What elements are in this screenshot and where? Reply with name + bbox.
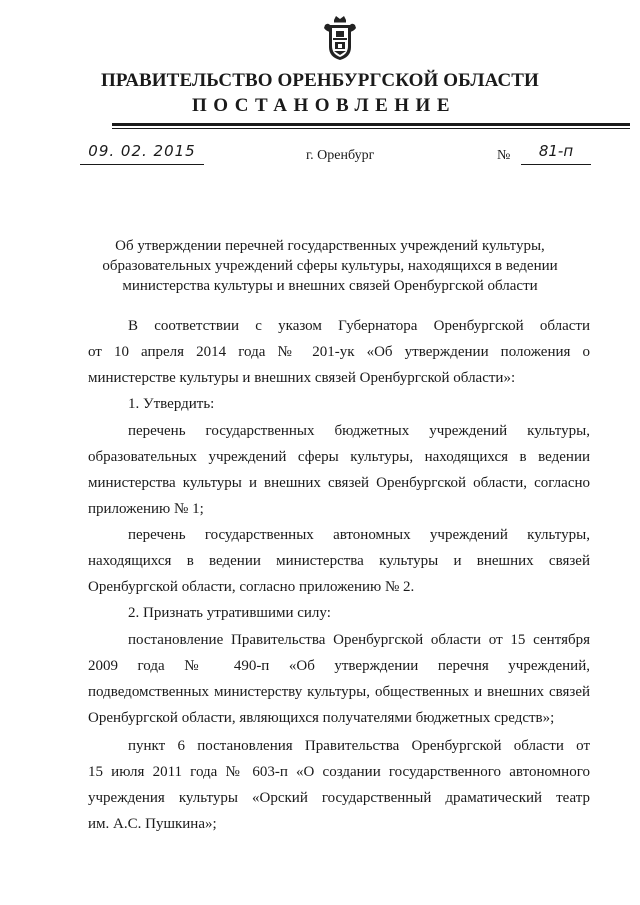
document-type: ПОСТАНОВЛЕНИЕ bbox=[191, 95, 457, 116]
government-title: ПРАВИТЕЛЬСТВО ОРЕНБУРГСКОЙ ОБЛАСТИ bbox=[101, 70, 539, 91]
body-line: находящихся в ведении министерства культуры и внешних связей bbox=[88, 553, 590, 569]
body-line: 2. Признать утратившими силу: bbox=[128, 605, 331, 621]
body-line: перечень государственных бюджетных учреждений культуры, bbox=[128, 423, 590, 439]
body-line: от 10 апреля 2014 года № 201-ук «Об утверждении положения о bbox=[88, 344, 590, 360]
header-divider bbox=[112, 123, 630, 126]
header-divider-thin bbox=[112, 128, 630, 129]
subject-line: образовательных учреждений сферы культуры, находящихся в ведении bbox=[102, 258, 558, 274]
body-line: учреждения культуры «Орский государственный драматический театр bbox=[88, 790, 590, 806]
document-city: г. Оренбург bbox=[306, 148, 375, 163]
document-subject bbox=[80, 236, 580, 296]
meta-row bbox=[0, 142, 640, 168]
body-line: В соответствии с указом Губернатора Оренбургской области bbox=[128, 318, 590, 334]
body-line: приложению № 1; bbox=[88, 501, 204, 517]
body-line: 15 июля 2011 года № 603-п «О создании государственного автономного bbox=[88, 764, 590, 780]
body-line: 1. Утвердить: bbox=[128, 396, 215, 412]
subject-line: министерства культуры и внешних связей Оренбургской области bbox=[122, 278, 538, 294]
body-line: перечень государственных автономных учреждений культуры, bbox=[128, 527, 590, 543]
body-line: образовательных учреждений сферы культуры, находящихся в ведении bbox=[88, 449, 590, 465]
coat-of-arms-icon bbox=[322, 14, 358, 62]
document-date: 09. 02. 2015 bbox=[80, 142, 204, 165]
body-line: пункт 6 постановления Правительства Оренбургской области от bbox=[128, 738, 590, 754]
document-number: 81-п bbox=[521, 142, 591, 165]
body-line: Оренбургской области, согласно приложению № 2. bbox=[88, 579, 415, 595]
body-line: министерстве культуры и внешних связей Оренбургской области»: bbox=[88, 370, 516, 386]
body-line: Оренбургской области, являющихся получателями бюджетных средств»; bbox=[88, 710, 555, 726]
body-line: подведомственных министерству культуры, общественных и внешних связей bbox=[88, 684, 590, 700]
body-line: постановление Правительства Оренбургской области от 15 сентября bbox=[128, 632, 590, 648]
number-sign: № bbox=[497, 148, 511, 163]
body-line: 2009 года № 490-п «Об утверждении перечня учреждений, bbox=[88, 658, 590, 674]
body-line: министерства культуры и внешних связей Оренбургской области, согласно bbox=[88, 475, 590, 491]
subject-line: Об утверждении перечней государственных учреждений культуры, bbox=[115, 238, 545, 254]
body-line: им. А.С. Пушкина»; bbox=[88, 816, 217, 832]
